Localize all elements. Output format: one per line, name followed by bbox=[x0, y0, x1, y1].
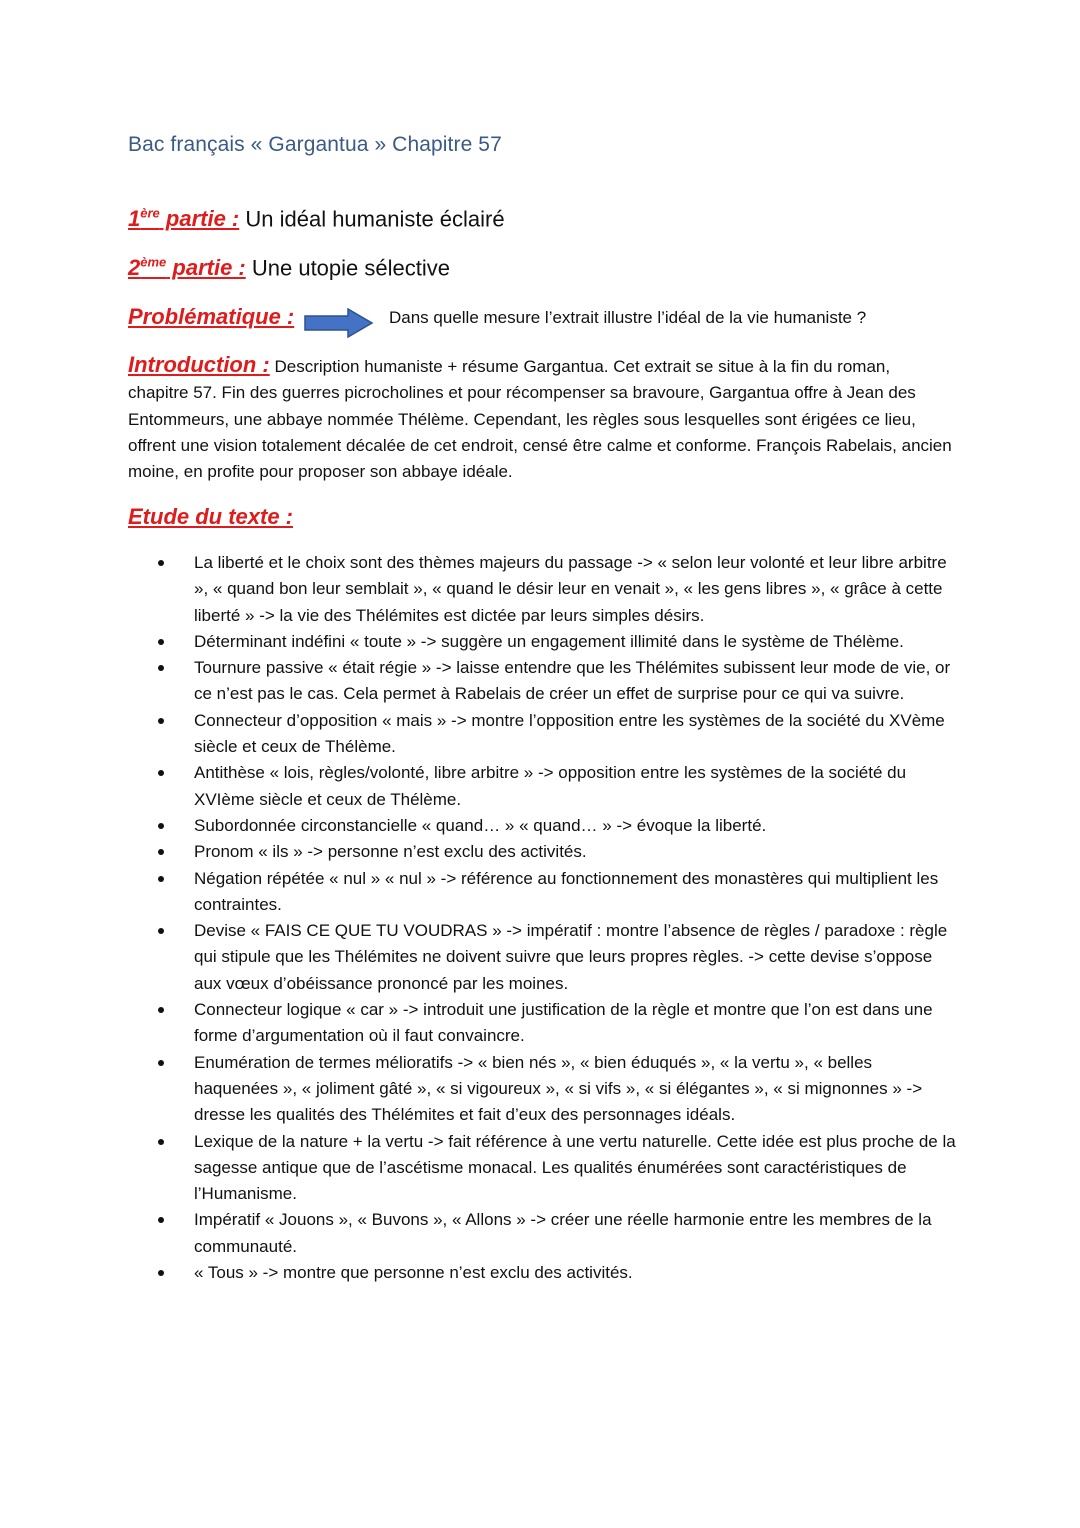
list-item: Subordonnée circonstancielle « quand… » « quand… » -> évoque la liberté. bbox=[128, 813, 958, 839]
list-item: Connecteur logique « car » -> introduit une justification de la règle et montre que l’on est dans une forme d’argumentation où il faut convaincre. bbox=[128, 997, 958, 1050]
list-item: Déterminant indéfini « toute » -> suggère un engagement illimité dans le système de Thélème. bbox=[128, 629, 958, 655]
list-item: La liberté et le choix sont des thèmes majeurs du passage -> « selon leur volonté et leur libre arbitre », « quand bon leur semblait », « quand le désir leur en venait », « les gens libres », « grâce à cette liberté » -> la vie des Thélémites est dictée par leurs simples désirs. bbox=[128, 550, 958, 629]
etude-heading: Etude du texte : bbox=[128, 504, 294, 529]
list-item: Devise « FAIS CE QUE TU VOUDRAS » -> impératif : montre l’absence de règles / paradoxe : règle qui stipule que les Thélémites ne doivent suivre que leurs propres règles. -> cette devise s’oppose aux vœux d’obéissance prononcé par les moines. bbox=[128, 918, 958, 997]
part-1 bbox=[128, 206, 505, 232]
problematique-question: Dans quelle mesure l’extrait illustre l’idéal de la vie humaniste ? bbox=[389, 308, 867, 327]
part-2-text: Une utopie sélective bbox=[245, 255, 450, 281]
list-item: Lexique de la nature + la vertu -> fait référence à une vertu naturelle. Cette idée est plus proche de la sagesse antique que de l’ascétisme monacal. Les qualités énumérées sont caractéristiques de l’Humanisme. bbox=[128, 1129, 958, 1208]
etude-list bbox=[128, 550, 958, 1286]
list-item: Négation répétée « nul » « nul » -> référence au fonctionnement des monastères qui multiplient les contraintes. bbox=[128, 866, 958, 919]
introduction-label: Introduction : bbox=[128, 352, 270, 377]
introduction-text: Description humaniste + résume Gargantua. Cet extrait se situe à la fin du roman, chapitre 57. Fin des guerres picrocholines et pour récompenser sa bravoure, Gargantua offre à Jean des Entommeurs, une abbaye nommée Thélème. Cependant, les règles sous lesquelles sont érigées ce lieu, offrent une vision totalement décalée de cet endroit, censé être calme et conforme. François Rabelais, ancien moine, en profite pour proposer son abbaye idéale. bbox=[128, 357, 952, 482]
part-1-label: 1ère partie : bbox=[128, 206, 240, 232]
problematique-label: Problématique : bbox=[128, 304, 295, 329]
problematique-row bbox=[128, 304, 928, 336]
list-item: « Tous » -> montre que personne n’est exclu des activités. bbox=[128, 1260, 958, 1286]
arrow-right-icon bbox=[304, 308, 374, 338]
part-2-label: 2ème partie : bbox=[128, 255, 246, 281]
list-item: Connecteur d’opposition « mais » -> montre l’opposition entre les systèmes de la société du XVème siècle et ceux de Thélème. bbox=[128, 708, 958, 761]
document-title: Bac français « Gargantua » Chapitre 57 bbox=[128, 133, 502, 156]
list-item: Enumération de termes mélioratifs -> « bien nés », « bien éduqués », « la vertu », « belles haquenées », « joliment gâté », « si vigoureux », « si vifs », « si élégantes », « si mignonnes » -> dresse les qualités des Thélémites et fait d’eux des personnages idéals. bbox=[128, 1050, 958, 1129]
list-item: Pronom « ils » -> personne n’est exclu des activités. bbox=[128, 839, 958, 865]
list-item: Antithèse « lois, règles/volonté, libre arbitre » -> opposition entre les systèmes de la société du XVIème siècle et ceux de Thélème. bbox=[128, 760, 958, 813]
introduction-paragraph bbox=[128, 352, 953, 485]
list-item: Tournure passive « était régie » -> laisse entendre que les Thélémites subissent leur mode de vie, or ce n’est pas le cas. Cela permet à Rabelais de créer un effet de surprise pour ce qui va suivre. bbox=[128, 655, 958, 708]
part-1-text: Un idéal humaniste éclairé bbox=[239, 206, 505, 232]
part-2 bbox=[128, 255, 450, 281]
list-item: Impératif « Jouons », « Buvons », « Allons » -> créer une réelle harmonie entre les membres de la communauté. bbox=[128, 1207, 958, 1260]
